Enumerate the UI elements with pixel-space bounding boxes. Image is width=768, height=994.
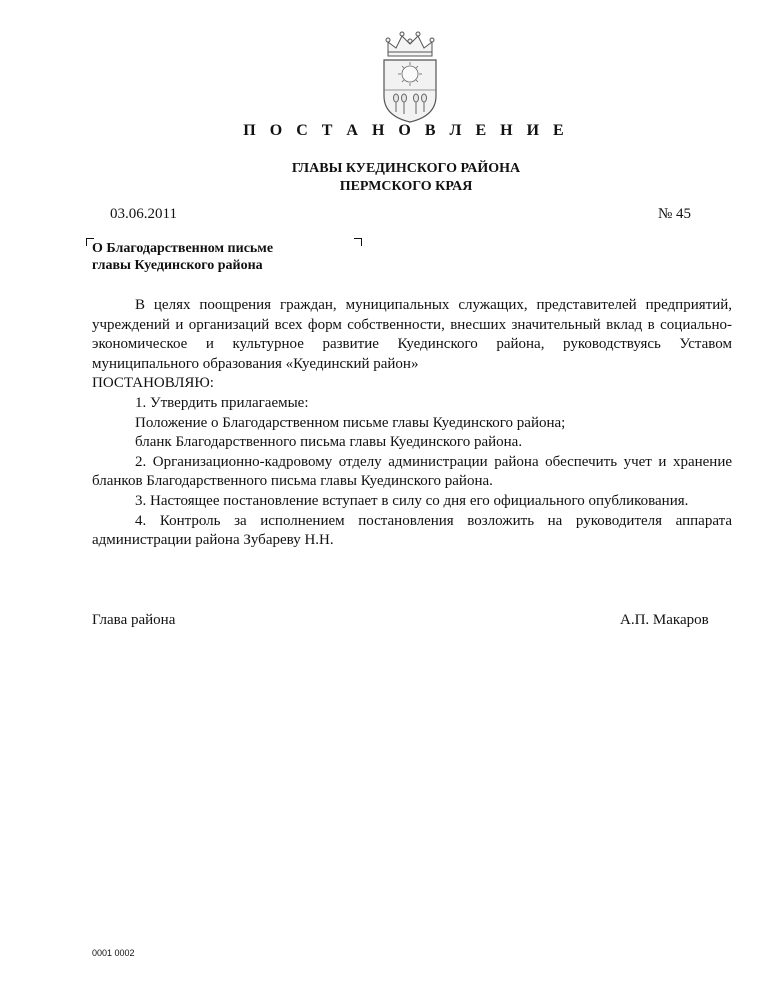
subject-line-1: О Благодарственном письме: [92, 241, 274, 256]
issuer-line-1: ГЛАВЫ КУЕДИНСКОГО РАЙОНА: [291, 161, 521, 176]
subject-line-2: главы Куединского района: [92, 258, 263, 273]
subject-bracket-right: [354, 238, 362, 246]
footer-code: 0001 0002: [92, 948, 135, 958]
decree-item-2: 2. Организационно-кадровому отделу администрации района обеспечить учет и хранение бланков Благодарственного письма главы Куединского района.: [92, 453, 732, 490]
crown-icon: [386, 32, 434, 56]
decree-word: ПОСТАНОВЛЯЮ:: [92, 375, 214, 392]
document-title: П О С Т А Н О В Л Е Н И Е: [243, 122, 569, 139]
document-subject: [92, 240, 273, 274]
issuer-block: [0, 160, 768, 196]
preamble-paragraph: В целях поощрения граждан, муниципальных служащих, представителей предприятий, учреждений и организаций всех форм собственности, внесших значительный вклад в социально-экономическое и культурное развитие Куединского района, руководствуясь Уставом муниципального образования «Куединский район»: [92, 297, 732, 372]
decree-item-1: 1. Утвердить прилагаемые:: [135, 394, 309, 411]
decree-item-3: 3. Настоящее постановление вступает в силу со дня его официального опубликования.: [135, 492, 689, 509]
document-body: [92, 296, 732, 551]
document-number: № 45: [658, 206, 692, 222]
signatory-name: А.П. Макаров: [620, 612, 709, 628]
decree-item-1b: бланк Благодарственного письма главы Куединского района.: [135, 434, 523, 451]
issuer-line-2: ПЕРМСКОГО КРАЯ: [339, 179, 473, 194]
coat-of-arms-icon: [374, 28, 446, 124]
decree-item-1a: Положение о Благодарственном письме главы Куединского района;: [135, 414, 566, 431]
decree-item-4: 4. Контроль за исполнением постановления возложить на руководителя аппарата администрации района Зубареву Н.Н.: [92, 512, 732, 549]
document-date: 03.06.2011: [110, 206, 177, 222]
signatory-position: Глава района: [92, 612, 176, 628]
